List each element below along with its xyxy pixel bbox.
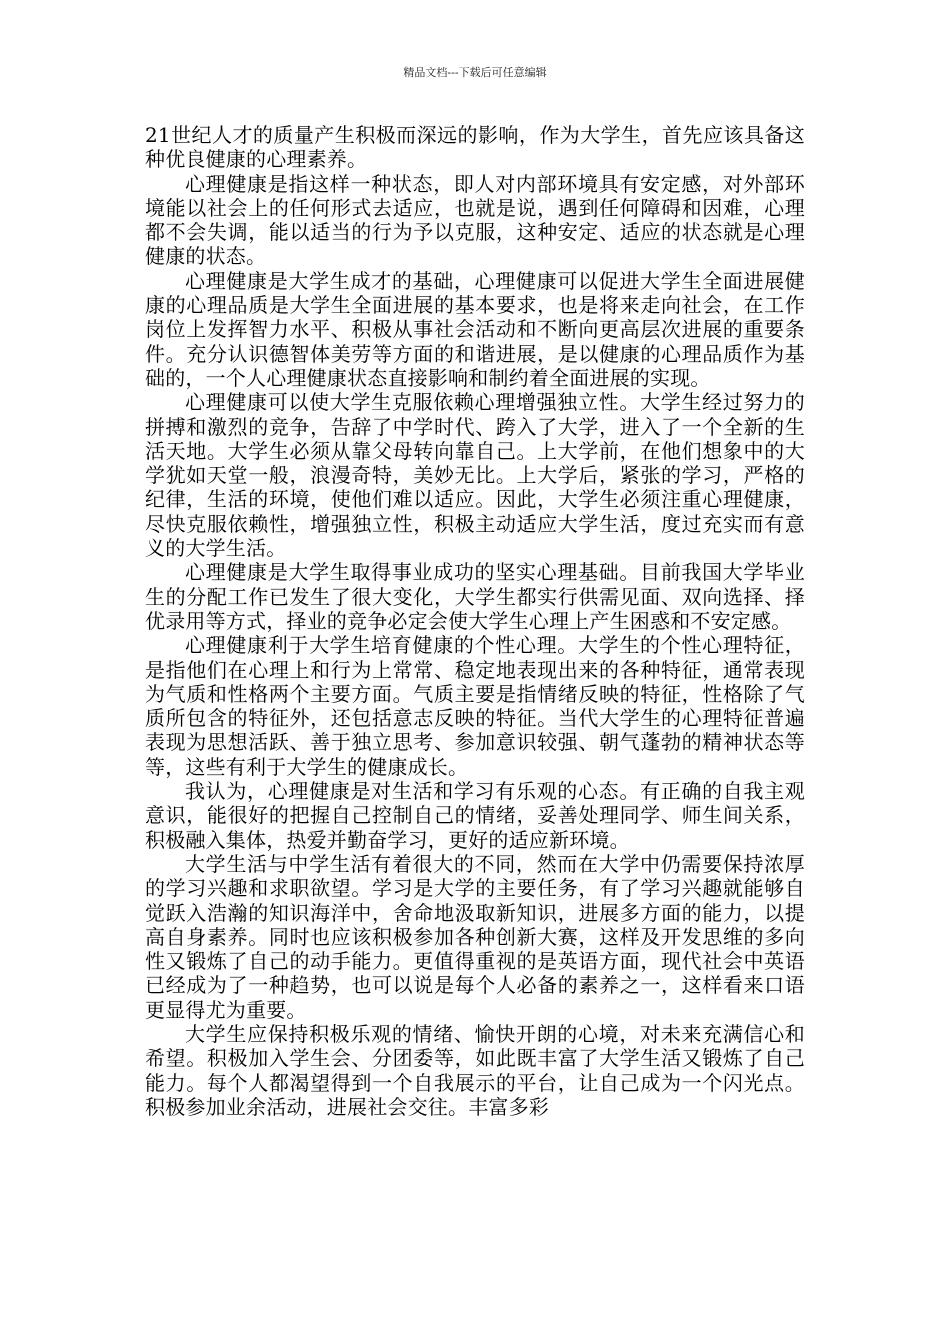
page-header: 精品文档---下载后可任意编辑 bbox=[403, 66, 547, 79]
paragraph-8: 大学生活与中学生活有着很大的不同，然而在大学中仍需要保持浓厚的学习兴趣和求职欲望。学习是大学的主要任务，有了学习兴趣就能够自觉跃入浩瀚的知识海洋中，舍命地汲取新知识，进展多方面的能力，以提高自身素养。同时也应该积极参加各种创新大赛，这样及开发思维的多向性又锻炼了自己的动手能力。更值得重视的是英语方面，现代社会中英语已经成为了一种趋势，也可以说是每个人必备的素养之一，这样看来口语更显得尤为重要。 bbox=[145, 851, 805, 1022]
paragraph-4: 心理健康可以使大学生克服依赖心理增强独立性。大学生经过努力的拼搏和激烈的竞争，告辞了中学时代、跨入了大学，进入了一个全新的生活天地。大学生必须从靠父母转向靠自己。上大学前，在他们想象中的大学犹如天堂一般，浪漫奇特，美妙无比。上大学后，紧张的学习，严格的纪律，生活的环境，使他们难以适应。因此，大学生必须注重心理健康，尽快克服依赖性，增强独立性，积极主动适应大学生活，度过充实而有意义的大学生活。 bbox=[145, 390, 805, 561]
paragraph-5: 心理健康是大学生取得事业成功的坚实心理基础。目前我国大学毕业生的分配工作已发生了很大变化，大学生都实行供需见面、双向选择、择优录用等方式，择业的竞争必定会使大学生心理上产生困惑和不安定感。 bbox=[145, 560, 805, 633]
paragraph-6: 心理健康利于大学生培育健康的个性心理。大学生的个性心理特征，是指他们在心理上和行为上常常、稳定地表现出来的各种特征，通常表现为气质和性格两个主要方面。气质主要是指情绪反映的特征，性格除了气质所包含的特征外，还包括意志反映的特征。当代大学生的心理特征普遍表现为思想活跃、善于独立思考、参加意识较强、朝气蓬勃的精神状态等等，这些有利于大学生的健康成长。 bbox=[145, 633, 805, 779]
paragraph-9: 大学生应保持积极乐观的情绪、愉快开朗的心境，对未来充满信心和希望。积极加入学生会、分团委等，如此既丰富了大学生活又锻炼了自己能力。每个人都渴望得到一个自我展示的平台，让自己成为一个闪光点。积极参加业余活动，进展社会交往。丰富多彩 bbox=[145, 1021, 805, 1119]
paragraph-1: 21世纪人才的质量产生积极而深远的影响，作为大学生，首先应该具备这种优良健康的心理素养。 bbox=[145, 123, 805, 172]
paragraph-3: 心理健康是大学生成才的基础，心理健康可以促进大学生全面进展健康的心理品质是大学生全面进展的基本要求，也是将来走向社会，在工作岗位上发挥智力水平、积极从事社会活动和不断向更高层次进展的重要条件。充分认识德智体美劳等方面的和谐进展，是以健康的心理品质作为基础的，一个人心理健康状态直接影响和制约着全面进展的实现。 bbox=[145, 268, 805, 390]
document-body bbox=[145, 123, 805, 1119]
paragraph-2: 心理健康是指这样一种状态，即人对内部环境具有安定感，对外部环境能以社会上的任何形式去适应，也就是说，遇到任何障碍和因难，心理都不会失调，能以适当的行为予以克服，这种安定、适应的状态就是心理健康的状态。 bbox=[145, 171, 805, 269]
paragraph-7: 我认为，心理健康是对生活和学习有乐观的心态。有正确的自我主观意识，能很好的把握自己控制自己的情绪，妥善处理同学、师生间关系，积极融入集体，热爱并勤奋学习，更好的适应新环境。 bbox=[145, 779, 805, 852]
